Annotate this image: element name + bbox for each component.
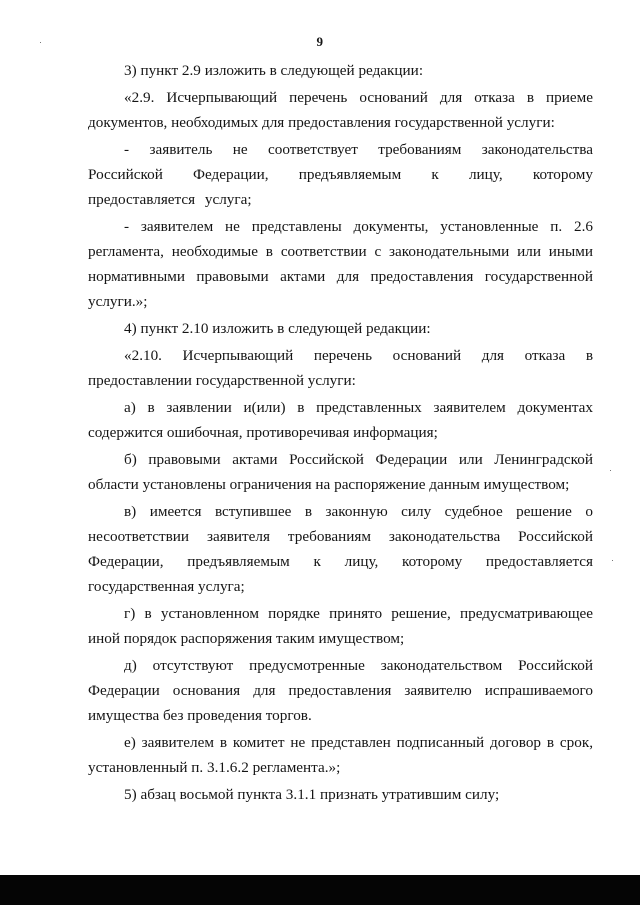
paragraph-clause-2-10-v: в) имеется вступившее в законную силу судебное решение о несоответствии заявителя требованиям законодательства Российской Федерации, предъявляемым к лицу, которому предоставляется государственная услуга;: [88, 503, 593, 595]
document-body: [88, 58, 593, 807]
paragraph-item-4: 4) пункт 2.10 изложить в следующей редакции:: [124, 320, 431, 337]
paragraph-clause-2-10-b: б) правовыми актами Российской Федерации или Ленинградской области установлены ограничения на распоряжение данным имуществом;: [88, 451, 593, 493]
scan-speck: [612, 560, 613, 561]
paragraph-clause-2-10-e: е) заявителем в комитет не представлен подписанный договор в срок, установленный п. 3.1.6.2 регламента.»;: [88, 734, 593, 776]
scan-speck: [610, 470, 611, 471]
paragraph-clause-2-9-dash-2: - заявителем не представлены документы, установленные п. 2.6 регламента, необходимые в соответствии с законодательными или иными нормативными правовыми актами для предоставления государственной услуги.»;: [88, 218, 593, 310]
paragraph-clause-2-10-g: г) в установленном порядке принято решение, предусматривающее иной порядок распоряжения таким имуществом;: [88, 605, 593, 647]
paragraph-clause-2-10: «2.10. Исчерпывающий перечень оснований для отказа в предоставлении государственной услуги:: [88, 347, 593, 389]
paragraph-item-3: 3) пункт 2.9 изложить в следующей редакции:: [124, 62, 424, 79]
paragraph-clause-2-10-d: д) отсутствуют предусмотренные законодательством Российской Федерации основания для предоставления заявителю испрашиваемого имущества без проведения торгов.: [88, 657, 593, 724]
paragraph-clause-2-9-dash-1: - заявитель не соответствует требованиям законодательства Российской Федерации, предъявляемым к лицу, которому предоставляется услуга;: [88, 141, 593, 208]
scan-bottom-border: [0, 875, 640, 905]
scan-speck: [40, 42, 41, 43]
paragraph-clause-2-10-a: а) в заявлении и(или) в представленных заявителем документах содержится ошибочная, противоречивая информация;: [88, 399, 593, 441]
page-number: 9: [316, 34, 324, 49]
paragraph-item-5: 5) абзац восьмой пункта 3.1.1 признать утратившим силу;: [124, 786, 500, 803]
paragraph-clause-2-9: «2.9. Исчерпывающий перечень оснований для отказа в приеме документов, необходимых для предоставления государственной услуги:: [88, 89, 593, 131]
